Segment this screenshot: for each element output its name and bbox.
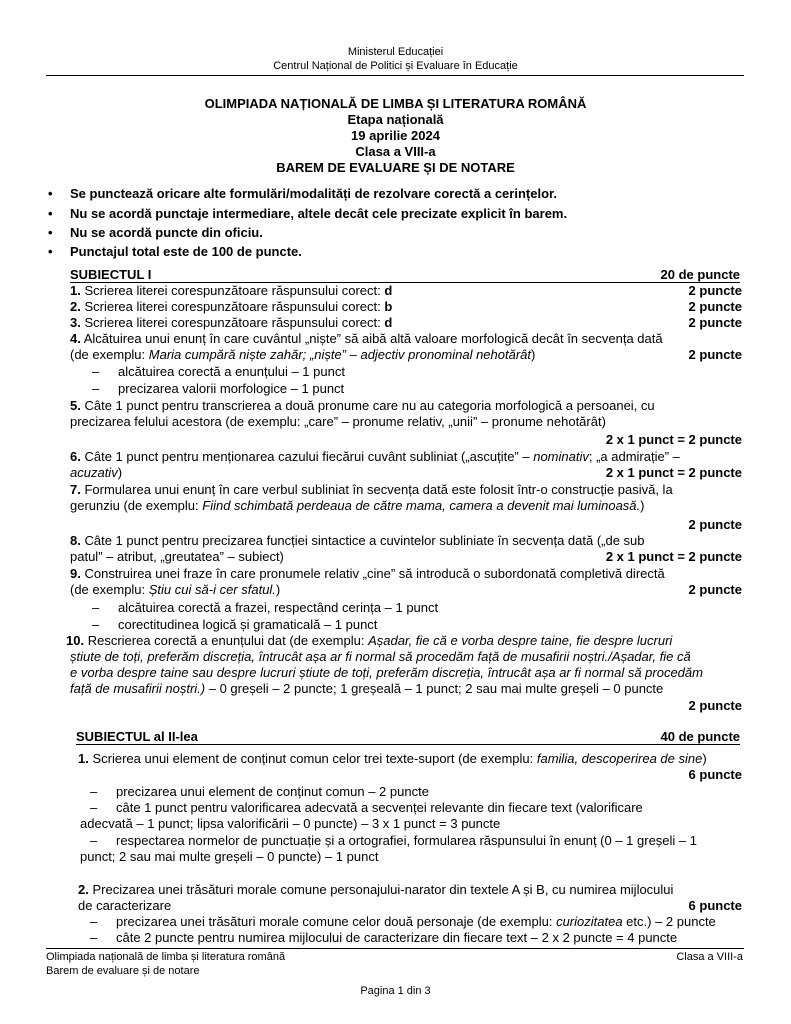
s1-q10-points: 2 puncte xyxy=(688,698,742,713)
s1-q10-line2 xyxy=(70,649,742,665)
s2-q1-sub2-cont: adecvată – 1 punct; lipsa valorificării – 0 puncte) – 3 x 1 punct = 3 puncte xyxy=(80,816,501,831)
section-1-header xyxy=(70,267,740,283)
q-points: 2 x 1 punct = 2 puncte xyxy=(605,549,742,564)
s2-q1-sub3-cont: punct; 2 sau mai multe greșeli – 0 puncte) – 1 punct xyxy=(80,849,379,864)
q-number: 2. xyxy=(78,882,89,897)
q-text: gerunziu (de exemplu: xyxy=(70,498,203,513)
q-text: ) xyxy=(702,751,707,766)
q-points: 2 puncte xyxy=(688,283,742,298)
q-text: Câte 1 punct pentru transcrierea a două pronume care nu au categoria morfologică a persoanei, cu xyxy=(84,398,655,413)
sub-criterion: etc.) – 2 puncte xyxy=(622,914,716,929)
s1-q9-sub2: – corectitudinea logică și gramaticală – 1 punct xyxy=(92,617,378,632)
q-text: ; „a admirație” – xyxy=(588,449,680,464)
s2-q1-sub2: – câte 1 punct pentru valorificarea adecvată a secvenței relevante din fiecare text (valorificare xyxy=(90,800,643,815)
s1-q4-line2 xyxy=(70,347,742,363)
title-date: 19 aprilie 2024 xyxy=(351,128,440,143)
rule-bullet: • Nu se acordă punctaje intermediare, altele decât cele precizate explicit în barem. xyxy=(70,206,567,221)
s1-q7-line1 xyxy=(70,482,742,498)
s1-q8-line1 xyxy=(70,533,742,549)
s2-q1-sub3: – respectarea normelor de punctuație și a ortografiei, formularea răspunsului în enunț (0 – 1 greșeli – 1 xyxy=(90,833,697,848)
q-number: 1. xyxy=(70,283,81,298)
q-number: 5. xyxy=(70,398,81,413)
s1-q6-line1 xyxy=(70,449,742,465)
s1-q4-line1 xyxy=(70,331,742,347)
s1-q4-sub1: – alcătuirea corectă a enunțului – 1 punct xyxy=(92,364,345,379)
s2-q2-line1 xyxy=(78,882,742,898)
q-text: Alcătuirea unui enunț în care cuvântul „niște” să aibă altă valoare morfologică decât în secvența dată xyxy=(83,331,663,346)
footer-class: Clasa a VIII-a xyxy=(676,951,743,963)
q-answer: d xyxy=(384,315,393,330)
q-text: patul” – atribut, „greutatea” – subiect) xyxy=(70,549,284,564)
q-text: Rescrierea corectă a enunțului dat (de exemplu: xyxy=(87,633,369,648)
sub-criterion: alcătuirea corectă a frazei, respectând cerința – 1 punct xyxy=(118,600,439,615)
q-example: nominativ xyxy=(533,449,589,464)
rule-bullet: • Nu se acordă puncte din oficiu. xyxy=(70,225,263,240)
s2-q1-points: 6 puncte xyxy=(688,767,742,782)
s1-q10-line4 xyxy=(70,681,742,697)
q-example: față de musafirii noștri.) xyxy=(70,681,206,696)
s2-q2-line2 xyxy=(78,898,742,914)
q-text: Formularea unui enunț în care verbul subliniat în secvența dată este folosit într-o construcție pasivă, la xyxy=(84,482,673,497)
q-text: Câte 1 punct pentru menționarea cazului fiecărui cuvânt subliniat („ascuțite” – xyxy=(84,449,534,464)
footer-olympiad: Olimpiada națională de limba și literatura română xyxy=(46,951,286,963)
sub-criterion: câte 1 punct pentru valorificarea adecvată a secvenței relevante din fiecare text (valorificare xyxy=(116,800,643,815)
s2-q2-sub1: – precizarea unei trăsături morale comune celor două personaje (de exemplu: curiozitatea etc.) – 2 puncte xyxy=(90,914,716,929)
header-divider xyxy=(46,75,744,76)
header-center: Centrul Național de Politici și Evaluare în Educație xyxy=(273,60,518,72)
q-text: Scrierea unui element de conținut comun celor trei texte-suport (de exemplu: xyxy=(92,751,537,766)
q-text: ) xyxy=(275,582,281,597)
q-text: Scrierea literei corespunzătoare răspunsului corect: xyxy=(84,283,385,298)
s1-q7-line2 xyxy=(70,498,742,514)
q-text: (de exemplu: xyxy=(70,347,149,362)
page-number: Pagina 1 din 3 xyxy=(360,985,431,997)
footer-divider xyxy=(46,948,744,949)
q-points: 6 puncte xyxy=(688,898,742,913)
q-number: 3. xyxy=(70,315,81,330)
sub-criterion: precizarea unui element de conținut comun – 2 puncte xyxy=(116,784,429,799)
footer-barem: Barem de evaluare și de notare xyxy=(46,965,200,977)
q-text: ) xyxy=(531,347,536,362)
q-text: ) xyxy=(640,498,645,513)
s1-q9-line1 xyxy=(70,566,742,582)
q-text: Scrierea literei corespunzătoare răspunsului corect: xyxy=(84,299,385,314)
s1-q3 xyxy=(70,315,742,331)
q-number: 1. xyxy=(78,751,89,766)
section-2-title: SUBIECTUL al II-lea xyxy=(76,729,198,744)
q-text: – 0 greșeli – 2 puncte; 1 greșeală – 1 punct; 2 sau mai multe greșeli – 0 puncte xyxy=(205,681,664,696)
q-text: (de exemplu: xyxy=(70,582,149,597)
q-example: Știu cui să-i cer sfatul. xyxy=(148,582,276,597)
q-text: de caracterizare xyxy=(78,898,172,913)
q-answer: b xyxy=(384,299,393,314)
sub-criterion: precizarea valorii morfologice – 1 punct xyxy=(118,381,345,396)
title-olympiad: OLIMPIADA NAȚIONALĂ DE LIMBA ȘI LITERATURA ROMÂNĂ xyxy=(204,96,587,111)
sub-criterion: alcătuirea corectă a enunțului – 1 punct xyxy=(118,364,345,379)
q-number: 6. xyxy=(70,449,81,464)
s1-q10-line3 xyxy=(70,665,742,681)
q-points: 2 puncte xyxy=(688,315,742,330)
s1-q4-sub2: – precizarea valorii morfologice – 1 punct xyxy=(92,381,345,396)
q-example: acuzativ xyxy=(70,465,118,480)
q-points: 2 puncte xyxy=(688,582,742,597)
q-number: 9. xyxy=(70,566,81,581)
s1-q8-line2 xyxy=(70,549,742,565)
q-points: 2 x 1 punct = 2 puncte xyxy=(605,465,742,480)
q-number: 10. xyxy=(66,633,85,648)
section-1-title: SUBIECTUL I xyxy=(70,267,152,282)
section-1-points: 20 de puncte xyxy=(660,267,740,282)
s1-q5-line1 xyxy=(70,398,742,414)
q-answer: d xyxy=(384,283,393,298)
s2-q1-sub1: – precizarea unui element de conținut comun – 2 puncte xyxy=(90,784,429,799)
s1-q10-line1 xyxy=(66,633,742,649)
sub-criterion: corectitudinea logică și gramaticală – 1 punct xyxy=(118,617,378,632)
title-class: Clasa a VIII-a xyxy=(355,144,436,159)
q-number: 7. xyxy=(70,482,81,497)
q-text: Precizarea unei trăsături morale comune personajului-narator din textele A și B, cu numirea mijlocului xyxy=(92,882,674,897)
s1-q7-points: 2 puncte xyxy=(688,517,742,532)
s1-q9-line2 xyxy=(70,582,742,598)
sub-criterion: precizarea unei trăsături morale comune celor două personaje (de exemplu: xyxy=(116,914,557,929)
q-example: curiozitatea xyxy=(556,914,623,929)
q-number: 8. xyxy=(70,533,81,548)
q-text: Câte 1 punct pentru precizarea funcției sintactice a cuvintelor subliniate în secvența dată („de sub xyxy=(84,533,645,548)
q-text: Construirea unei fraze în care pronumele relativ „cine” să introducă o subordonată completivă directă xyxy=(84,566,665,581)
s1-q1 xyxy=(70,283,742,299)
q-example: Maria cumpără niște zahăr; „niște” – adjectiv pronominal nehotărât xyxy=(148,347,532,362)
q-example: știute de toți, preferăm discreția, întrucât așa ar fi normal să procedăm față de musafirii noștri./Așadar, fie că xyxy=(70,649,691,664)
rule-bullet: • Se punctează oricare alte formulări/modalități de rezolvare corectă a cerințelor. xyxy=(70,186,557,201)
q-example: familia, descoperirea de sine xyxy=(536,751,703,766)
s1-q5-points: 2 x 1 punct = 2 puncte xyxy=(605,432,742,447)
sub-criterion: respectarea normelor de punctuație și a ortografiei, formularea răspunsului în enunț (0 – 1 greșeli – 1 xyxy=(116,833,697,848)
s1-q9-sub1: – alcătuirea corectă a frazei, respectând cerința – 1 punct xyxy=(92,600,439,615)
s2-q2-sub2: – câte 2 puncte pentru numirea mijlocului de caracterizare din fiecare text – 2 x 2 puncte = 4 puncte xyxy=(90,930,678,945)
header-ministry: Ministerul Educației xyxy=(347,46,444,58)
section-2-points: 40 de puncte xyxy=(660,729,740,744)
title-barem: BAREM DE EVALUARE ȘI DE NOTARE xyxy=(276,160,515,175)
q-number: 4. xyxy=(70,331,81,346)
q-text: Scrierea literei corespunzătoare răspunsului corect: xyxy=(84,315,385,330)
q-points: 2 puncte xyxy=(688,347,742,362)
rule-bullet: • Punctajul total este de 100 de puncte. xyxy=(70,244,302,259)
q-text: ) xyxy=(117,465,123,480)
q-example: Fiind schimbată perdeaua de către mama, camera a devenit mai luminoasă. xyxy=(202,498,641,513)
s1-q2 xyxy=(70,299,742,315)
section-2-header xyxy=(76,729,740,745)
q-example: e vorba despre taine sau despre lucruri știute de toți, preferăm discreția, întrucât așa ar fi normal să procedăm xyxy=(70,665,703,680)
q-number: 2. xyxy=(70,299,81,314)
s2-q1-line1 xyxy=(78,751,742,767)
s1-q6-line2 xyxy=(70,465,742,481)
title-stage: Etapa națională xyxy=(347,112,444,127)
q-example: Așadar, fie că e vorba despre taine, fie despre lucruri xyxy=(368,633,673,648)
s1-q5-line2: precizarea felului acestora (de exemplu: „care” – pronume relativ, „unii” – pronume nehotărât) xyxy=(70,414,606,429)
sub-criterion: câte 2 puncte pentru numirea mijlocului de caracterizare din fiecare text – 2 x 2 puncte = 4 puncte xyxy=(116,930,678,945)
q-points: 2 puncte xyxy=(688,299,742,314)
